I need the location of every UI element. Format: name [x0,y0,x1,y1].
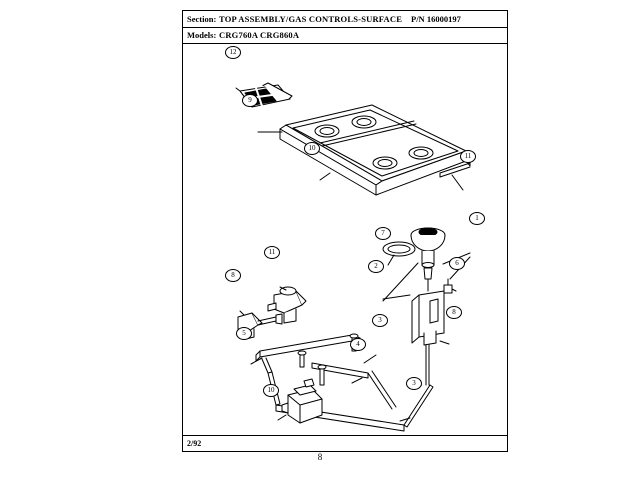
leader-11 [452,175,463,190]
callout-label: 2 [374,262,378,270]
callout-9 [242,94,258,107]
callout-8-left [225,269,241,282]
callout-label: 10 [308,144,316,152]
leader-6 [452,289,456,291]
regulator-bracket-part [412,291,444,345]
section-title: TOP ASSEMBLY/GAS CONTROLS-SURFACE [219,14,403,24]
leader-8b [440,341,449,344]
pressure-regulator-part [282,379,322,423]
callout-label: 12 [229,48,237,56]
leader-10 [320,173,330,180]
callout-4 [350,338,366,351]
callout-10 [304,142,320,155]
part-number: P/N 16000197 [411,14,461,24]
leader-7 [388,255,394,265]
callout-3-upper [372,314,388,327]
models-label: Models: [187,30,217,40]
burner-ring-part [383,242,415,256]
callout-label: 7 [381,229,385,237]
callout-label: 8 [452,308,456,316]
callout-label: 9 [248,96,252,104]
orifice-part [444,279,452,293]
callout-11-valve [264,246,280,259]
callout-label: 5 [242,329,246,337]
callout-7 [375,227,391,240]
callout-label: 8 [231,271,235,279]
callout-label: 10 [267,386,275,394]
leader-2b [383,263,418,301]
leader-8a [240,311,244,315]
date-code: 2/92 [187,439,202,448]
callout-12 [225,46,241,59]
models-value: CRG760A CRG860A [219,30,300,40]
leader-12 [236,88,240,91]
callout-label: 11 [464,152,472,160]
callout-label: 4 [356,340,360,348]
callout-label: 1 [475,214,479,222]
leader-10b [278,415,286,420]
leader-3a [364,355,376,363]
page-number: 8 [317,452,323,462]
callout-6 [449,257,465,270]
exploded-view-drawing [0,33,324,423]
callout-3-lower [406,377,422,390]
callout-label: 3 [412,379,416,387]
section-label: Section: [187,14,217,24]
callout-5 [236,327,252,340]
callout-label: 11 [268,248,276,256]
callout-8-right [446,306,462,319]
callout-2 [368,260,384,273]
leader-4 [352,378,362,383]
callout-10-regulator [263,384,279,397]
callout-11 [460,150,476,163]
callout-label: 3 [378,316,382,324]
footer-rule [183,435,507,436]
callout-1 [469,212,485,225]
header-section-row [183,11,507,27]
burner-head-part [411,228,445,279]
callout-label: 6 [455,259,459,267]
